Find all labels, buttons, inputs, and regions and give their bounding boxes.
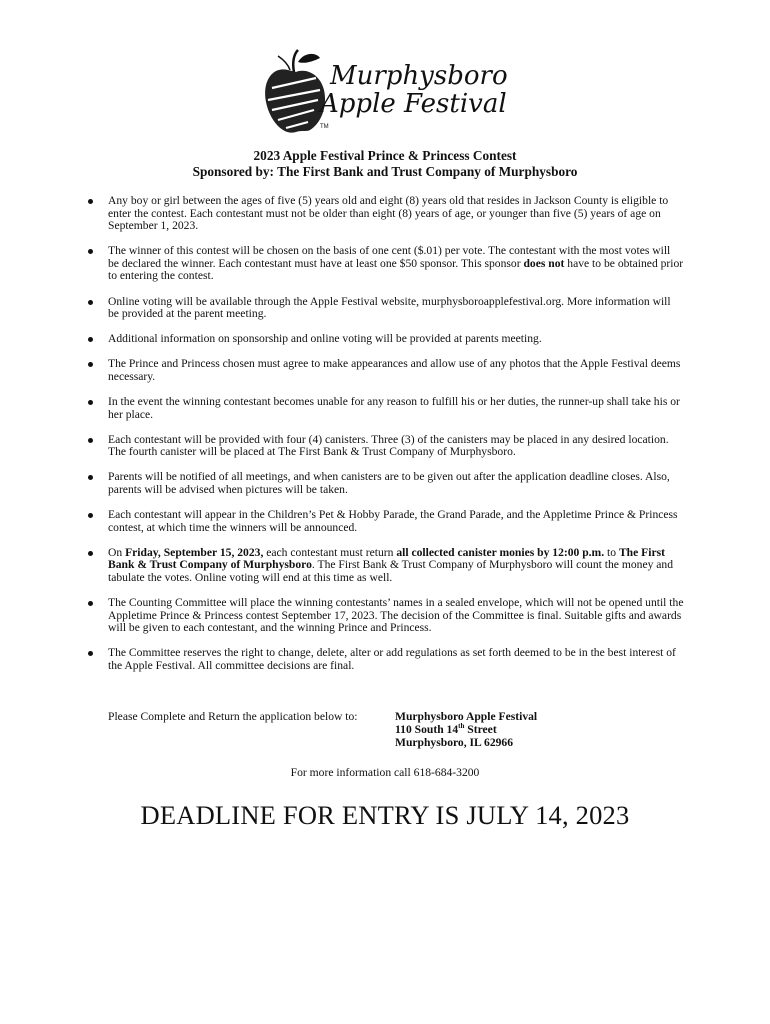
rule-text: . The First Bank & Trust Company of Murphysboro will count the money and tabulate the votes. Online voting will end at this time as well. bbox=[108, 558, 674, 584]
address-street bbox=[395, 723, 537, 736]
rule-text: Additional information on sponsorship and online voting will be provided at parents meeting. bbox=[108, 332, 542, 346]
rule-text: each contestant must return bbox=[263, 545, 397, 559]
logo-wordmark bbox=[320, 61, 508, 119]
rules-list bbox=[88, 195, 684, 673]
rule-emphasis: Friday, September 15, 2023, bbox=[125, 545, 264, 559]
logo-line-2: Apple Festival bbox=[320, 89, 507, 119]
return-instruction: Please Complete and Return the application below to: bbox=[108, 710, 358, 723]
rule-text: Each contestant will be provided with four (4) canisters. Three (3) of the canisters may be placed in any desired location. The fourth canister will be placed at The First Bank & Trust Company of Murphysboro. bbox=[108, 432, 669, 459]
street-number: 110 South 14 bbox=[395, 723, 459, 736]
rule-text: Online voting will be available through the Apple Festival website, murphysboroapplefestival.org. More information will be provided at the parent meeting. bbox=[108, 294, 671, 321]
rule-text: In the event the winning contestant becomes unable for any reason to fulfill his or her duties, the runner-up shall take his or her place. bbox=[108, 395, 680, 421]
rule-text: Any boy or girl between the ages of five (5) years old and eight (8) years old that resides in Jackson County is eligible to enter the contest. Each contestant must not be older than eight (8) years of age, or younger than five (5) years of age on September 1, 2023. bbox=[108, 194, 669, 233]
rule-emphasis: The First Bank & Trust Company of Murphysboro bbox=[108, 545, 665, 572]
rule-item bbox=[88, 333, 684, 346]
deadline-notice: DEADLINE FOR ENTRY IS JULY 14, 2023 bbox=[140, 800, 630, 830]
rule-text: Parents will be notified of all meetings, and when canisters are to be given out after the application deadline closes. Also, parents will be advised when pictures will be taken. bbox=[108, 470, 670, 496]
rule-item bbox=[88, 396, 684, 421]
rule-item bbox=[88, 509, 684, 534]
rule-item bbox=[88, 471, 684, 496]
contest-title: 2023 Apple Festival Prince & Princess Contest bbox=[253, 148, 517, 163]
rule-item bbox=[88, 245, 684, 283]
rule-text: have to be obtained prior to entering the contest. bbox=[108, 256, 684, 283]
rule-item bbox=[88, 358, 684, 383]
rule-item bbox=[88, 597, 684, 635]
rule-text: The winner of this contest will be chosen on the basis of one cent ($.01) per vote. The contestant with the most votes will be declared the winner. Each contestant must have at least one $50 sponsor. This sponsor bbox=[108, 244, 671, 270]
trademark-mark: TM bbox=[320, 124, 329, 130]
rule-text: to bbox=[604, 545, 619, 559]
logo-line-1: Murphysboro bbox=[330, 61, 508, 91]
rule-emphasis: all collected canister monies by 12:00 p.m. bbox=[396, 545, 605, 559]
street-name: Street bbox=[464, 723, 497, 736]
rule-item bbox=[88, 434, 684, 459]
rule-text: Each contestant will appear in the Children’s Pet & Hobby Parade, the Grand Parade, and the Appletime Prince & Princess contest, at which time the winners will be announced. bbox=[108, 508, 678, 534]
rule-text: The Committee reserves the right to change, delete, alter or add regulations as set forth deemed to be in the best interest of the Apple Festival. All committee decisions are final. bbox=[108, 646, 676, 672]
festival-logo bbox=[258, 48, 518, 140]
address-city: Murphysboro, IL 62966 bbox=[395, 736, 514, 749]
rule-text: The Prince and Princess chosen must agree to make appearances and allow use of any photos that the Apple Festival deems necessary. bbox=[108, 357, 681, 383]
rule-text: On bbox=[108, 545, 126, 559]
mailing-address bbox=[395, 710, 537, 749]
contest-sponsor: Sponsored by: The First Bank and Trust Company of Murphysboro bbox=[192, 164, 578, 179]
contest-heading bbox=[0, 148, 770, 180]
rule-item bbox=[88, 195, 684, 233]
rule-item bbox=[88, 547, 684, 585]
rule-emphasis: does not bbox=[523, 256, 565, 270]
return-address-block bbox=[108, 710, 538, 749]
rule-text: The Counting Committee will place the winning contestants’ names in a sealed envelope, which will not be opened until the Appletime Prince & Princess contest September 17, 2023. The decision of the Committee is final. Suitable gifts and awards will be given to each contestant, and the winning Prince and Princess. bbox=[108, 596, 684, 635]
rule-item bbox=[88, 647, 684, 672]
street-suffix: th bbox=[458, 722, 465, 730]
rule-item bbox=[88, 296, 684, 321]
address-name: Murphysboro Apple Festival bbox=[395, 710, 538, 723]
contact-info: For more information call 618-684-3200 bbox=[290, 766, 480, 779]
